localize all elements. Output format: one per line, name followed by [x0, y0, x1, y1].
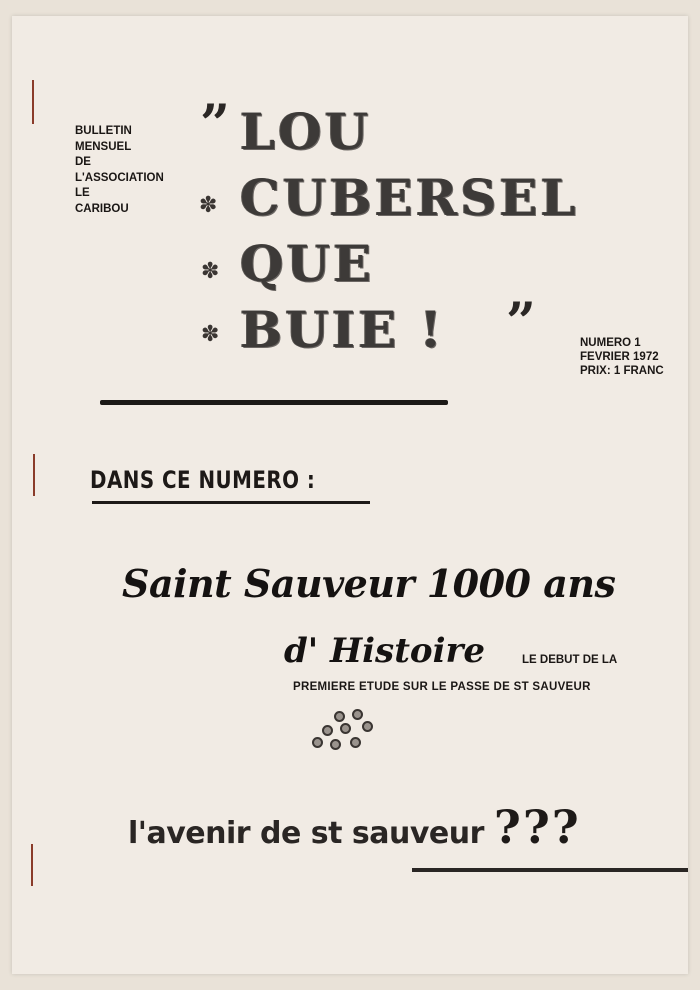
title-line-2: CUBERSEL [240, 168, 579, 227]
staple-mark-bottom [31, 844, 33, 886]
staple-mark-middle [33, 454, 35, 496]
issue-price: PRIX: 1 FRANC [580, 365, 664, 377]
bulletin-info-line: BULLETIN [75, 125, 132, 137]
flower-bullet-icon: ✽ [201, 259, 220, 284]
open-quote: ” [200, 94, 230, 155]
issue-date: FEVRIER 1972 [580, 351, 659, 363]
bulletin-info [75, 124, 164, 217]
headline-histoire: d' Histoire [284, 631, 486, 671]
bulletin-info-line: DE [75, 156, 91, 168]
issue-number: NUMERO 1 [580, 337, 641, 349]
bottom-divider [412, 868, 688, 872]
dot-cluster-ornament [312, 711, 392, 761]
masthead-divider [100, 400, 448, 405]
headline-subtitle-part-2: PREMIERE ETUDE SUR LE PASSE DE ST SAUVEUR [293, 681, 591, 693]
bulletin-info-line: CARIBOU [75, 202, 129, 215]
title-line-3: QUE [240, 234, 375, 293]
bulletin-info-line: MENSUEL [75, 140, 132, 153]
bulletin-info-line: L'ASSOCIATION [75, 171, 164, 184]
bulletin-cover [12, 16, 688, 974]
contents-heading-underline [92, 501, 370, 504]
staple-mark-top [32, 80, 34, 124]
headline-saint-sauveur: Saint Sauveur 1000 ans [122, 561, 616, 606]
question-marks: ??? [493, 800, 581, 854]
issue-info [580, 336, 664, 378]
flower-bullet-icon: ✽ [199, 193, 218, 218]
contents-heading: DANS CE NUMERO : [90, 466, 316, 494]
title-line-4: BUIE ! [240, 300, 445, 359]
title-line-1: LOU [240, 102, 372, 161]
headline-avenir-text: l'avenir de st sauveur [128, 816, 484, 851]
flower-bullet-icon: ✽ [201, 322, 220, 347]
bulletin-info-line: LE [75, 187, 90, 199]
headline-subtitle-part-1: LE DEBUT DE LA [522, 654, 618, 666]
close-quote: ” [506, 292, 536, 353]
headline-avenir [128, 800, 581, 854]
